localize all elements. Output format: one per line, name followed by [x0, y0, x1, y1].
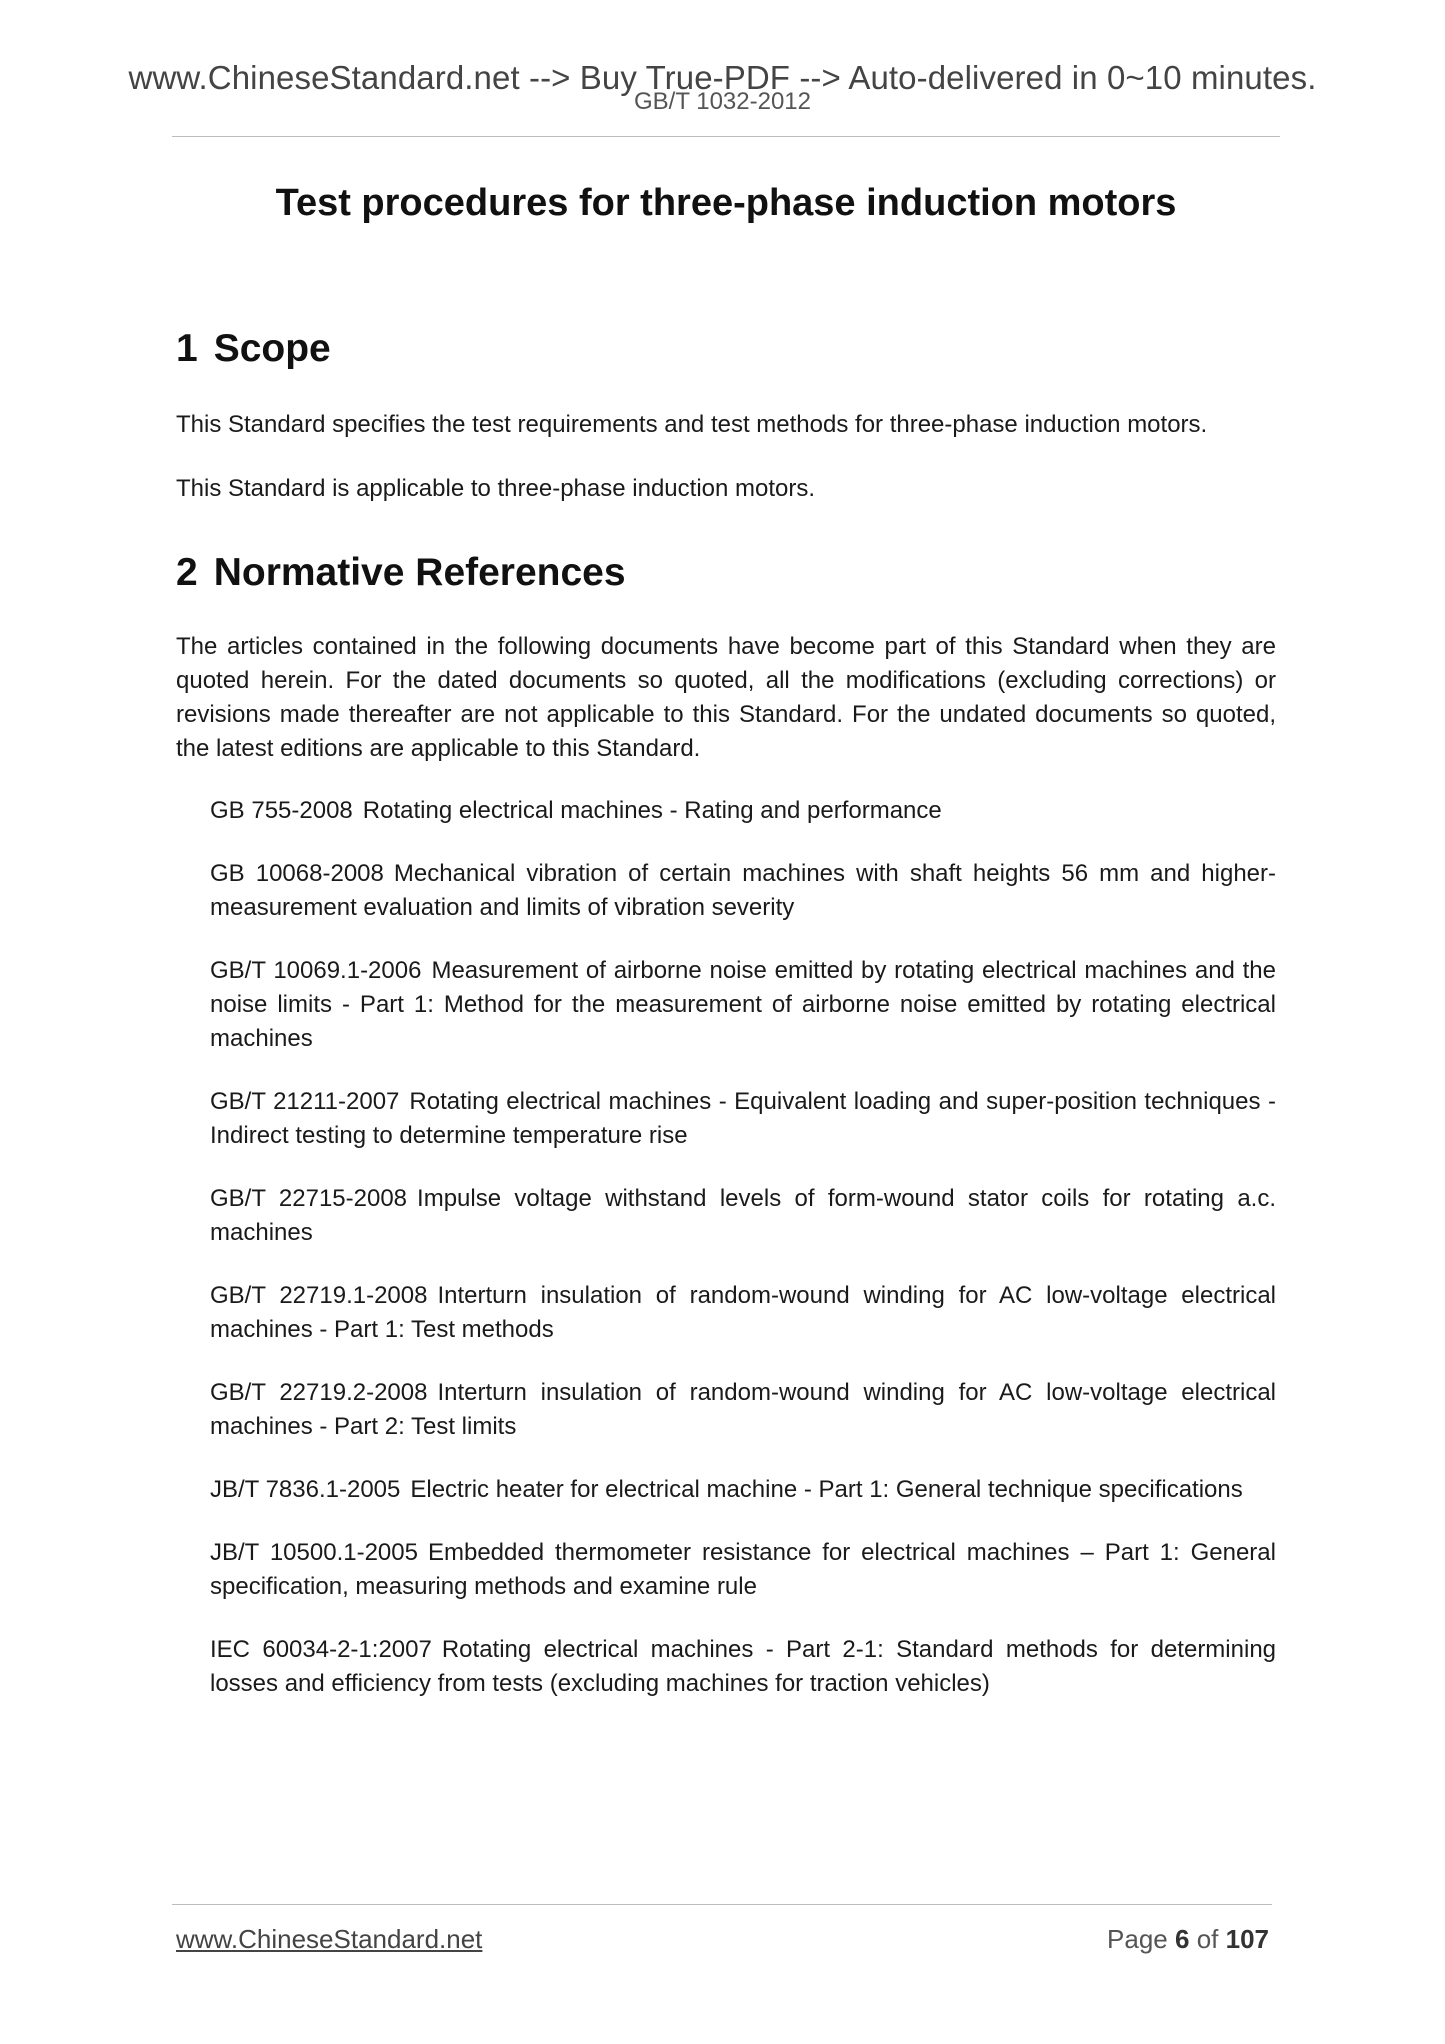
reference-title: Interturn insulation of random-wound winding for AC low-voltage electrical machines - Part 1: Test methods	[210, 1282, 1277, 1343]
page-of: of	[1196, 1924, 1219, 1954]
reference-list	[210, 794, 1276, 1730]
footer-site-link[interactable]: www.ChineseStandard.net	[176, 1924, 483, 1954]
reference-item	[210, 1633, 1276, 1701]
reference-title: Rotating electrical machines - Rating and performance	[362, 797, 942, 824]
reference-item	[210, 794, 1276, 828]
reference-item	[210, 1279, 1276, 1347]
reference-code: JB/T 10500.1-2005	[210, 1539, 418, 1566]
footer-divider	[172, 1904, 1272, 1905]
section-title: Scope	[213, 327, 331, 370]
document-title: Test procedures for three-phase induction motors	[275, 182, 1177, 224]
reference-item	[210, 1376, 1276, 1444]
reference-title: Impulse voltage withstand levels of form-wound stator coils for rotating a.c. machines	[210, 1185, 1276, 1246]
reference-title: Embedded thermometer resistance for electrical machines – Part 1: General specification, measuring methods and examine rule	[210, 1539, 1276, 1600]
page-indicator	[1107, 1924, 1269, 1955]
reference-code: GB/T 21211-2007	[210, 1088, 400, 1115]
reference-item	[210, 857, 1276, 925]
page-total: 107	[1225, 1924, 1269, 1954]
reference-title: Mechanical vibration of certain machines with shaft heights 56 mm and higher- measurement evaluation and limits of vibration severity	[210, 860, 1276, 921]
reference-code: GB 755-2008	[210, 797, 353, 824]
reference-code: GB 10068-2008	[210, 860, 384, 887]
reference-item	[210, 1536, 1276, 1604]
scope-paragraph-2: This Standard is applicable to three-phase induction motors.	[176, 475, 816, 502]
reference-item	[210, 1182, 1276, 1250]
reference-title: Measurement of airborne noise emitted by rotating electrical machines and the noise limits - Part 1: Method for the measurement of airborne noise emitted by rotating electrical machines	[210, 957, 1276, 1052]
section-heading-normative-references	[176, 550, 626, 596]
reference-title: Interturn insulation of random-wound winding for AC low-voltage electrical machines - Part 2: Test limits	[210, 1379, 1277, 1440]
reference-item	[210, 954, 1276, 1056]
reference-code: GB/T 22715-2008	[210, 1185, 408, 1212]
section-number: 2	[176, 551, 198, 594]
reference-item	[210, 1473, 1276, 1507]
reference-title: Rotating electrical machines - Equivalent loading and super-position techniques - Indirect testing to determine temperature rise	[210, 1088, 1276, 1149]
standard-code: GB/T 1032-2012	[633, 88, 811, 115]
reference-code: GB/T 22719.2-2008	[210, 1379, 428, 1406]
reference-code: JB/T 7836.1-2005	[210, 1476, 401, 1503]
reference-code: GB/T 10069.1-2006	[210, 957, 422, 984]
header-divider	[172, 136, 1280, 137]
normative-references-intro: The articles contained in the following documents have become part of this Standard when they are quoted herein. For the dated documents so quoted, all the modifications (excluding corrections) or revisions made thereafter are not applicable to this Standard. For the undated documents so quoted, the latest editions are applicable to this Standard.	[176, 633, 1276, 762]
reference-item	[210, 1085, 1276, 1153]
section-heading-scope	[176, 326, 331, 372]
reference-title: Electric heater for electrical machine - Part 1: General technique specifications	[410, 1476, 1243, 1503]
section-title: Normative References	[213, 551, 626, 594]
reference-code: IEC 60034-2-1:2007	[210, 1636, 432, 1663]
reference-code: GB/T 22719.1-2008	[210, 1282, 428, 1309]
scope-paragraph-1: This Standard specifies the test requirements and test methods for three-phase induction motors.	[176, 411, 1208, 438]
page-prefix: Page	[1107, 1924, 1168, 1954]
section-number: 1	[176, 327, 198, 370]
banner-text: www.ChineseStandard.net --> Buy True-PDF --> Auto-delivered in 0~10 minutes.	[128, 59, 1317, 96]
page-current: 6	[1174, 1924, 1190, 1954]
reference-title: Rotating electrical machines - Part 2-1: Standard methods for determining losses and efficiency from tests (excluding machines for traction vehicles)	[210, 1636, 1277, 1697]
